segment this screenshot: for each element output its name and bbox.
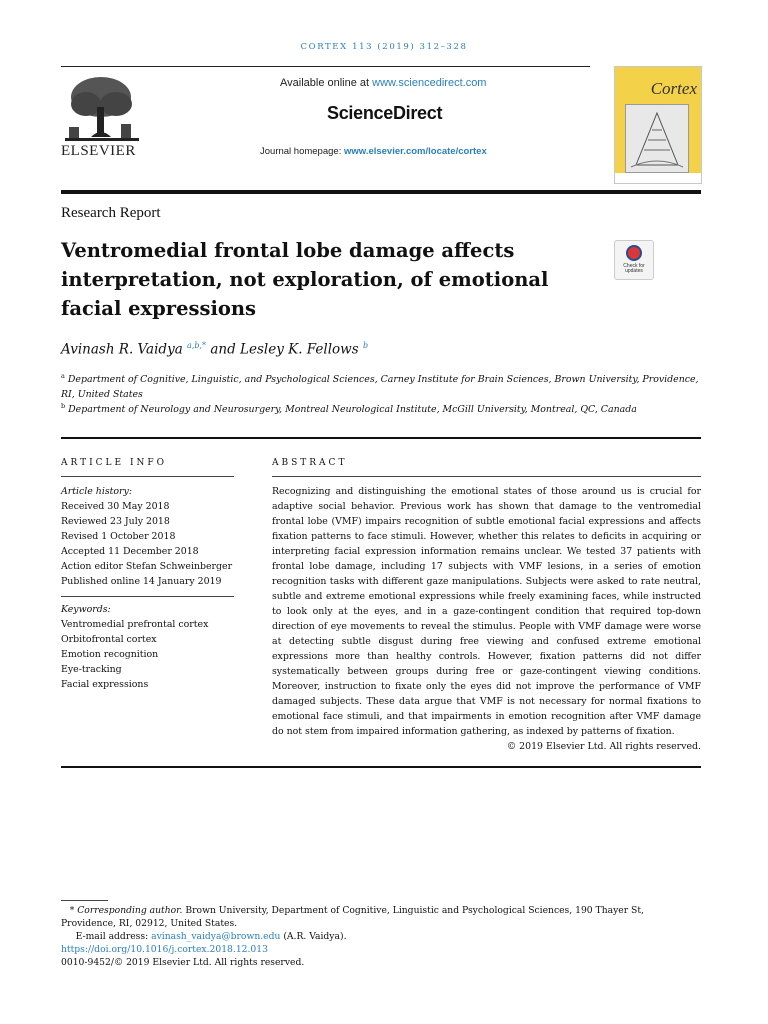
email-link[interactable]: avinash_vaidya@brown.edu [151,931,281,942]
keyword-item: Emotion recognition [61,649,159,660]
journal-cover-thumbnail[interactable] [614,66,702,184]
email-label: E-mail address: [75,931,152,942]
article-info-rule [61,476,234,477]
email-suffix: (A.R. Vaidya). [280,931,347,942]
abstract-bottom-rule [61,766,701,768]
author-list [61,341,368,358]
available-prefix: Available online at [280,77,373,89]
keyword-item: Facial expressions [61,679,149,690]
journal-citation[interactable]: CORTEX 113 (2019) 312–328 [300,42,468,52]
keywords-rule [61,596,234,597]
elsevier-wordmark: ELSEVIER [61,143,136,159]
doi-link[interactable]: https://doi.org/10.1016/j.cortex.2018.12.013 [61,944,268,955]
cover-engraving-icon [626,105,688,172]
corresponding-author-note [61,904,701,930]
history-item: Published online 14 January 2019 [61,576,222,587]
abstract-rule [272,476,701,477]
homepage-prefix: Journal homepage: [260,146,344,157]
article-title: Ventromedial frontal lobe damage affects interpretation, not exploration, of emotional facial expressions [61,239,549,320]
keyword-item: Ventromedial prefrontal cortex [61,619,209,630]
history-label: Article history: [61,486,132,497]
sciencedirect-link[interactable]: www.sciencedirect.com [372,77,487,89]
check-for-updates-button[interactable] [614,240,654,280]
crossmark-icon [626,245,642,261]
author-name[interactable]: Avinash R. Vaidya [61,341,183,358]
email-line [61,930,701,943]
affiliation-text: Department of Cognitive, Linguistic, and Psychological Sciences, Carney Institute for Brain Sciences, Brown University, Providence, RI, United States [61,374,699,401]
affiliation [61,369,701,402]
keyword-item: Eye-tracking [61,664,122,675]
journal-homepage [260,146,487,157]
cover-title: Cortex [650,79,697,98]
section-rule [61,437,701,439]
corresponding-label: * Corresponding author. [69,905,183,916]
article-type: Research Report [61,205,161,221]
affiliation-text: Department of Neurology and Neurosurgery, Montreal Neurological Institute, McGill University, Montreal, QC, Canada [68,404,637,416]
footnote-rule [61,900,108,901]
keywords [61,602,251,692]
header-thick-rule [61,190,701,194]
corresponding-text: Brown University, Department of Cognitive, Linguistic and Psychological Sciences, 190 Thayer St, Providence, RI, 02912, United States. [61,905,644,929]
article-history [61,484,251,589]
crossmark-label: Check for updates [623,263,645,274]
keyword-item: Orbitofrontal cortex [61,634,157,645]
history-item: Action editor Stefan Schweinberger [61,561,233,572]
history-item: Received 30 May 2018 [61,501,170,512]
issn-line: 0010-9452/© 2019 Elsevier Ltd. All rights reserved. [61,957,305,968]
header-rule [61,66,590,67]
history-item: Accepted 11 December 2018 [61,546,199,557]
history-item: Revised 1 October 2018 [61,531,176,542]
article-info-heading: ARTICLE INFO [61,458,168,468]
author-affiliation-marker[interactable]: b [362,341,369,350]
affiliation-marker: b [61,402,66,410]
footnote [61,904,701,969]
affiliation-marker: a [61,372,65,380]
affiliation [61,399,701,417]
cover-footer [615,173,701,183]
author-joiner: and [206,341,240,358]
author-affiliation-marker[interactable]: a,b,* [187,341,207,350]
keywords-label: Keywords: [61,604,111,615]
sciencedirect-wordmark: ScienceDirect [327,103,443,123]
abstract-copyright: © 2019 Elsevier Ltd. All rights reserved. [506,741,701,752]
cover-illustration [625,104,689,173]
homepage-link[interactable]: www.elsevier.com/locate/cortex [343,146,487,157]
available-online [280,77,486,89]
abstract-heading: ABSTRACT [272,458,348,468]
abstract-text: Recognizing and distinguishing the emotional states of those around us is crucial for adaptive social behavior. Previous work has shown that damage to the ventromedial frontal lobe (VMF) impairs recognition of subtle emotional facial expressions and affects fixation patterns to face stimuli. However, whether this relates to deficits in acquiring or interpreting facial expression information remains unclear. We tested 37 patients with frontal lobe damage, including 17 subjects with VMF lesions, in a series of emotion recognition tasks with different gaze manipulations. Subjects were asked to rate neutral, subtle and extreme emotional expressions while freely examining faces, while instructed to look only at the eyes, and in a gaze-contingent condition that required top-down direction of eye movements to reveal the stimulus. People with VMF damage were worse at detecting subtle disgust during free viewing and confused extreme emotional expressions more than healthy controls. However, fixation patterns did not differ systematically between groups during free or gaze-contingent viewing conditions. Moreover, instruction to fixate only the eyes did not improve the performance of VMF damaged subjects. These data argue that VMF is not necessary for normal fixations to emotional face stimuli, and that impairments in emotion recognition after VMF damage do not stem from impaired information gathering, as indexed by patterns of fixation. [272,486,701,737]
abstract-body [272,484,701,754]
author-name[interactable]: Lesley K. Fellows [240,341,359,358]
history-item: Reviewed 23 July 2018 [61,516,170,527]
